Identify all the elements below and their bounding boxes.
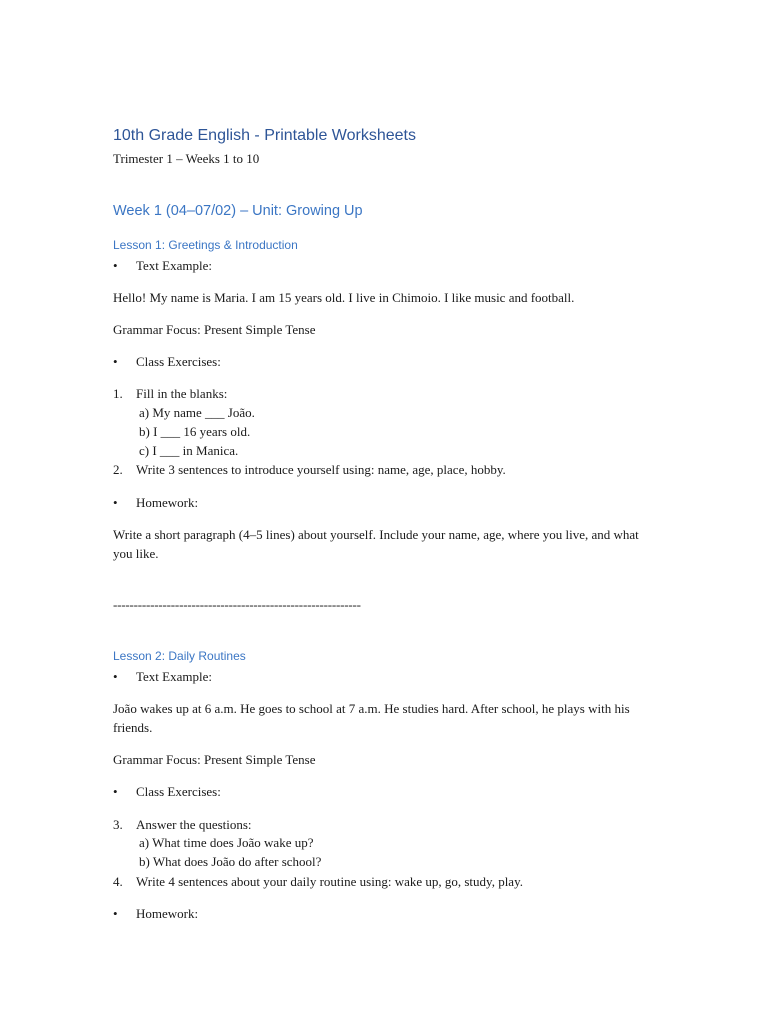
exercise-1-item-a: a) My name ___ João. — [139, 405, 255, 420]
exercise-1: Fill in the blanks: — [136, 386, 228, 401]
bullet-icon: • — [113, 669, 118, 684]
bullet-homework: Homework: — [136, 906, 199, 921]
exercise-1-item-c: c) I ___ in Manica. — [139, 443, 239, 458]
bullet-class-exercises: Class Exercises: — [136, 354, 221, 369]
exercise-number: 1. — [113, 386, 123, 401]
bullet-text-example: Text Example: — [136, 669, 212, 684]
bullet-icon: • — [113, 906, 118, 921]
bullet-icon: • — [113, 784, 118, 799]
exercise-2: Write 3 sentences to introduce yourself using: name, age, place, hobby. — [136, 462, 506, 477]
bullet-icon: • — [113, 258, 118, 273]
bullet-icon: • — [113, 495, 118, 510]
homework-paragraph: Write a short paragraph (4–5 lines) about yourself. Include your name, age, where you live, and what you like. — [113, 527, 639, 561]
exercise-3: Answer the questions: — [136, 817, 252, 832]
lesson-2-heading: Lesson 2: Daily Routines — [113, 649, 246, 663]
exercise-1-item-b: b) I ___ 16 years old. — [139, 424, 251, 439]
text-example-paragraph: João wakes up at 6 a.m. He goes to school at 7 a.m. He studies hard. After school, he plays with his friends. — [113, 701, 630, 735]
bullet-text-example: Text Example: — [136, 258, 212, 273]
exercise-3-item-a: a) What time does João wake up? — [139, 835, 314, 850]
exercise-3-item-b: b) What does João do after school? — [139, 854, 322, 869]
lesson-1-heading: Lesson 1: Greetings & Introduction — [113, 238, 298, 252]
grammar-focus: Grammar Focus: Present Simple Tense — [113, 322, 316, 337]
document-title: 10th Grade English - Printable Worksheets — [113, 127, 416, 144]
exercise-number: 2. — [113, 462, 123, 477]
grammar-focus: Grammar Focus: Present Simple Tense — [113, 752, 316, 767]
exercise-number: 3. — [113, 817, 123, 832]
week-1-heading: Week 1 (04–07/02) – Unit: Growing Up — [113, 203, 363, 219]
exercise-4: Write 4 sentences about your daily routine using: wake up, go, study, play. — [136, 874, 523, 889]
bullet-class-exercises: Class Exercises: — [136, 784, 221, 799]
bullet-icon: • — [113, 354, 118, 369]
text-example-paragraph: Hello! My name is Maria. I am 15 years old. I live in Chimoio. I like music and football. — [113, 290, 575, 305]
bullet-homework: Homework: — [136, 495, 199, 510]
section-divider: ------------------------------------------------------------ — [113, 597, 361, 612]
exercise-number: 4. — [113, 874, 123, 889]
document-subtitle: Trimester 1 – Weeks 1 to 10 — [113, 151, 260, 166]
